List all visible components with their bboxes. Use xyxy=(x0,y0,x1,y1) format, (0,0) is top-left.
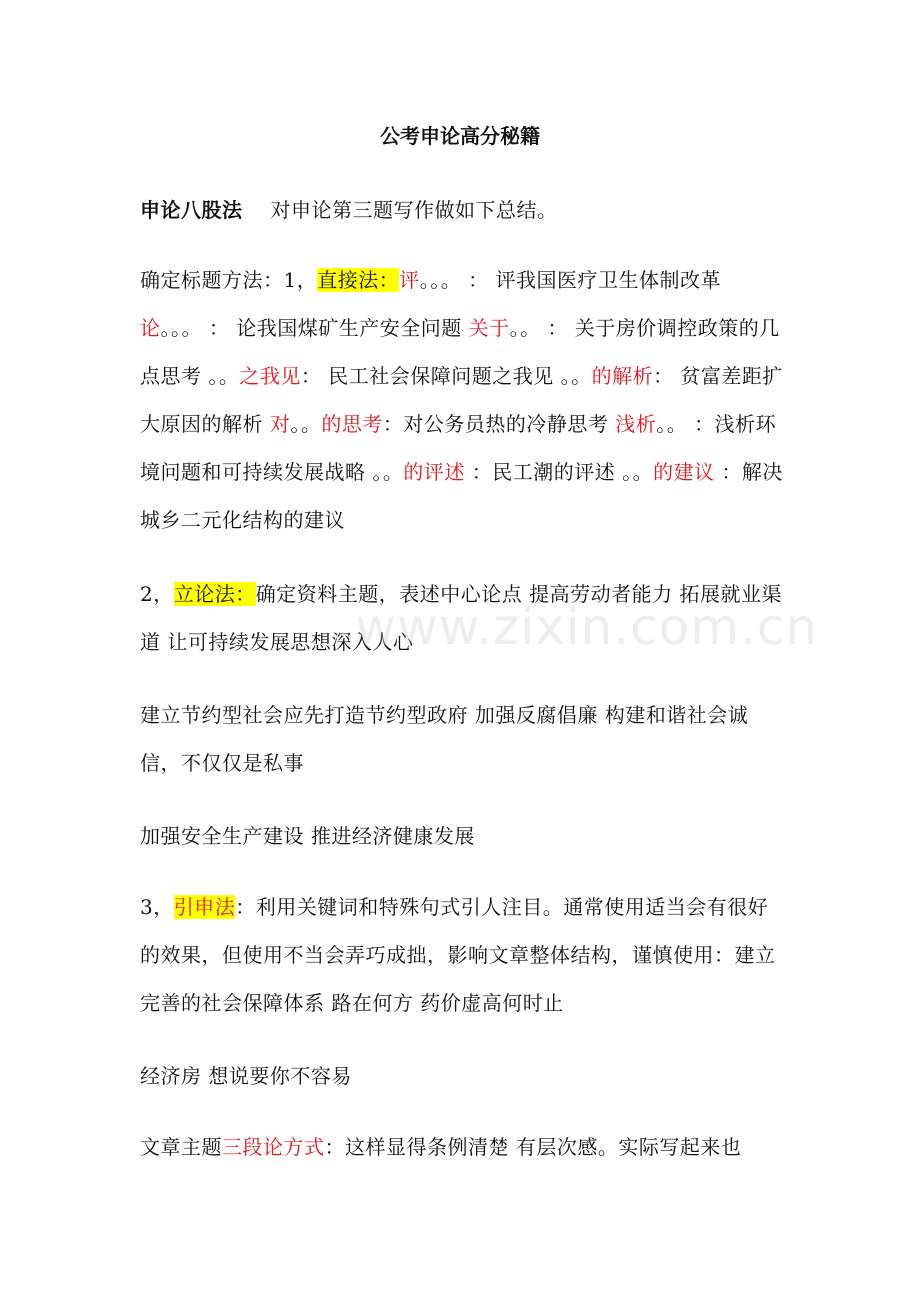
method1-style-8: 浅析 xyxy=(615,412,657,436)
method3-name: 引申法 xyxy=(173,895,236,919)
method1-text-8: 。。 ：浅析环境问题和可持续发展战略 。。 xyxy=(140,412,777,484)
method1-name: 直接法： xyxy=(317,268,400,292)
theme-prefix: 文章主题 xyxy=(140,1135,222,1159)
method2-paragraph-3: 加强安全生产建设 推进经济健康发展 xyxy=(140,824,475,848)
method1-style-3: 关于 xyxy=(468,316,510,340)
method1-style-2: 论 xyxy=(140,316,161,340)
method3-text: ：利用关键词和特殊句式引人注目。通常使用适当会有很好的效果，但使用不当会弄巧成拙，影响文章整体结构，谨慎使用：建立完善的社会保障体系 路在何方 药价虚高何时止 xyxy=(140,895,776,1015)
method1-prefix: 确定标题方法：1， xyxy=(140,268,318,292)
method1-style-10: 的建议 xyxy=(653,460,715,484)
method1-text-10: ：解决城乡二元化结构的建议 xyxy=(140,460,783,532)
intro-label: 申论八股法 xyxy=(140,198,243,222)
theme-name: 三段论方式 xyxy=(222,1135,325,1159)
method1-text-9: ：民工潮的评述 。。 xyxy=(464,460,654,484)
theme-paragraph xyxy=(140,1123,785,1171)
method3-paragraph xyxy=(140,883,785,1027)
method1-style-5: 的解析 xyxy=(591,364,654,388)
intro-text: 对申论第三题写作做如下总结。 xyxy=(270,198,558,222)
method1-style-4: 之我见 xyxy=(239,364,301,388)
method1-text-2: 。。。 ： 论我国煤矿生产安全问题 xyxy=(160,316,469,340)
method1-style-9: 的评述 xyxy=(403,460,465,484)
method1-style-6: 对 xyxy=(269,412,291,436)
method1-text-4: ： 民工社会保障问题之我见 。。 xyxy=(300,364,592,388)
method2-paragraph xyxy=(140,570,785,666)
theme-text: ：这样显得条例清楚 有层次感。实际写起来也 xyxy=(324,1135,742,1159)
method2-text: 确定资料主题，表述中心论点 提高劳动者能力 拓展就业渠道 让可持续发展思想深入人心 xyxy=(140,582,782,654)
page-title: 公考申论高分秘籍 xyxy=(380,124,540,148)
intro-paragraph xyxy=(140,186,785,234)
method2-name: 立论法： xyxy=(173,582,256,606)
method3-paragraph-2: 经济房 想说要你不容易 xyxy=(140,1064,352,1088)
method2-paragraph-2: 建立节约型社会应先打造节约型政府 加强反腐倡廉 构建和谐社会诚信，不仅仅是私事 xyxy=(140,703,749,775)
method1-style-7: 的思考 xyxy=(321,412,383,436)
method1-text-5: ： 贫富差距扩大原因的解析 xyxy=(140,364,783,436)
method1-paragraph xyxy=(140,256,785,544)
watermark: www.zixin.com.cn xyxy=(355,598,819,656)
method3-prefix: 3， xyxy=(140,895,174,919)
method1-style-1: 评 xyxy=(399,268,420,292)
method1-text-7: ：对公务员热的冷静思考 xyxy=(382,412,616,436)
method1-text-6: 。。 xyxy=(290,412,322,436)
method2-prefix: 2， xyxy=(140,582,174,606)
method1-text-1: 。。。 ： 评我国医疗卫生体制改革 xyxy=(419,268,721,292)
method1-text-3: 。。 ： 关于房价调控政策的几点思考 。。 xyxy=(140,316,780,388)
